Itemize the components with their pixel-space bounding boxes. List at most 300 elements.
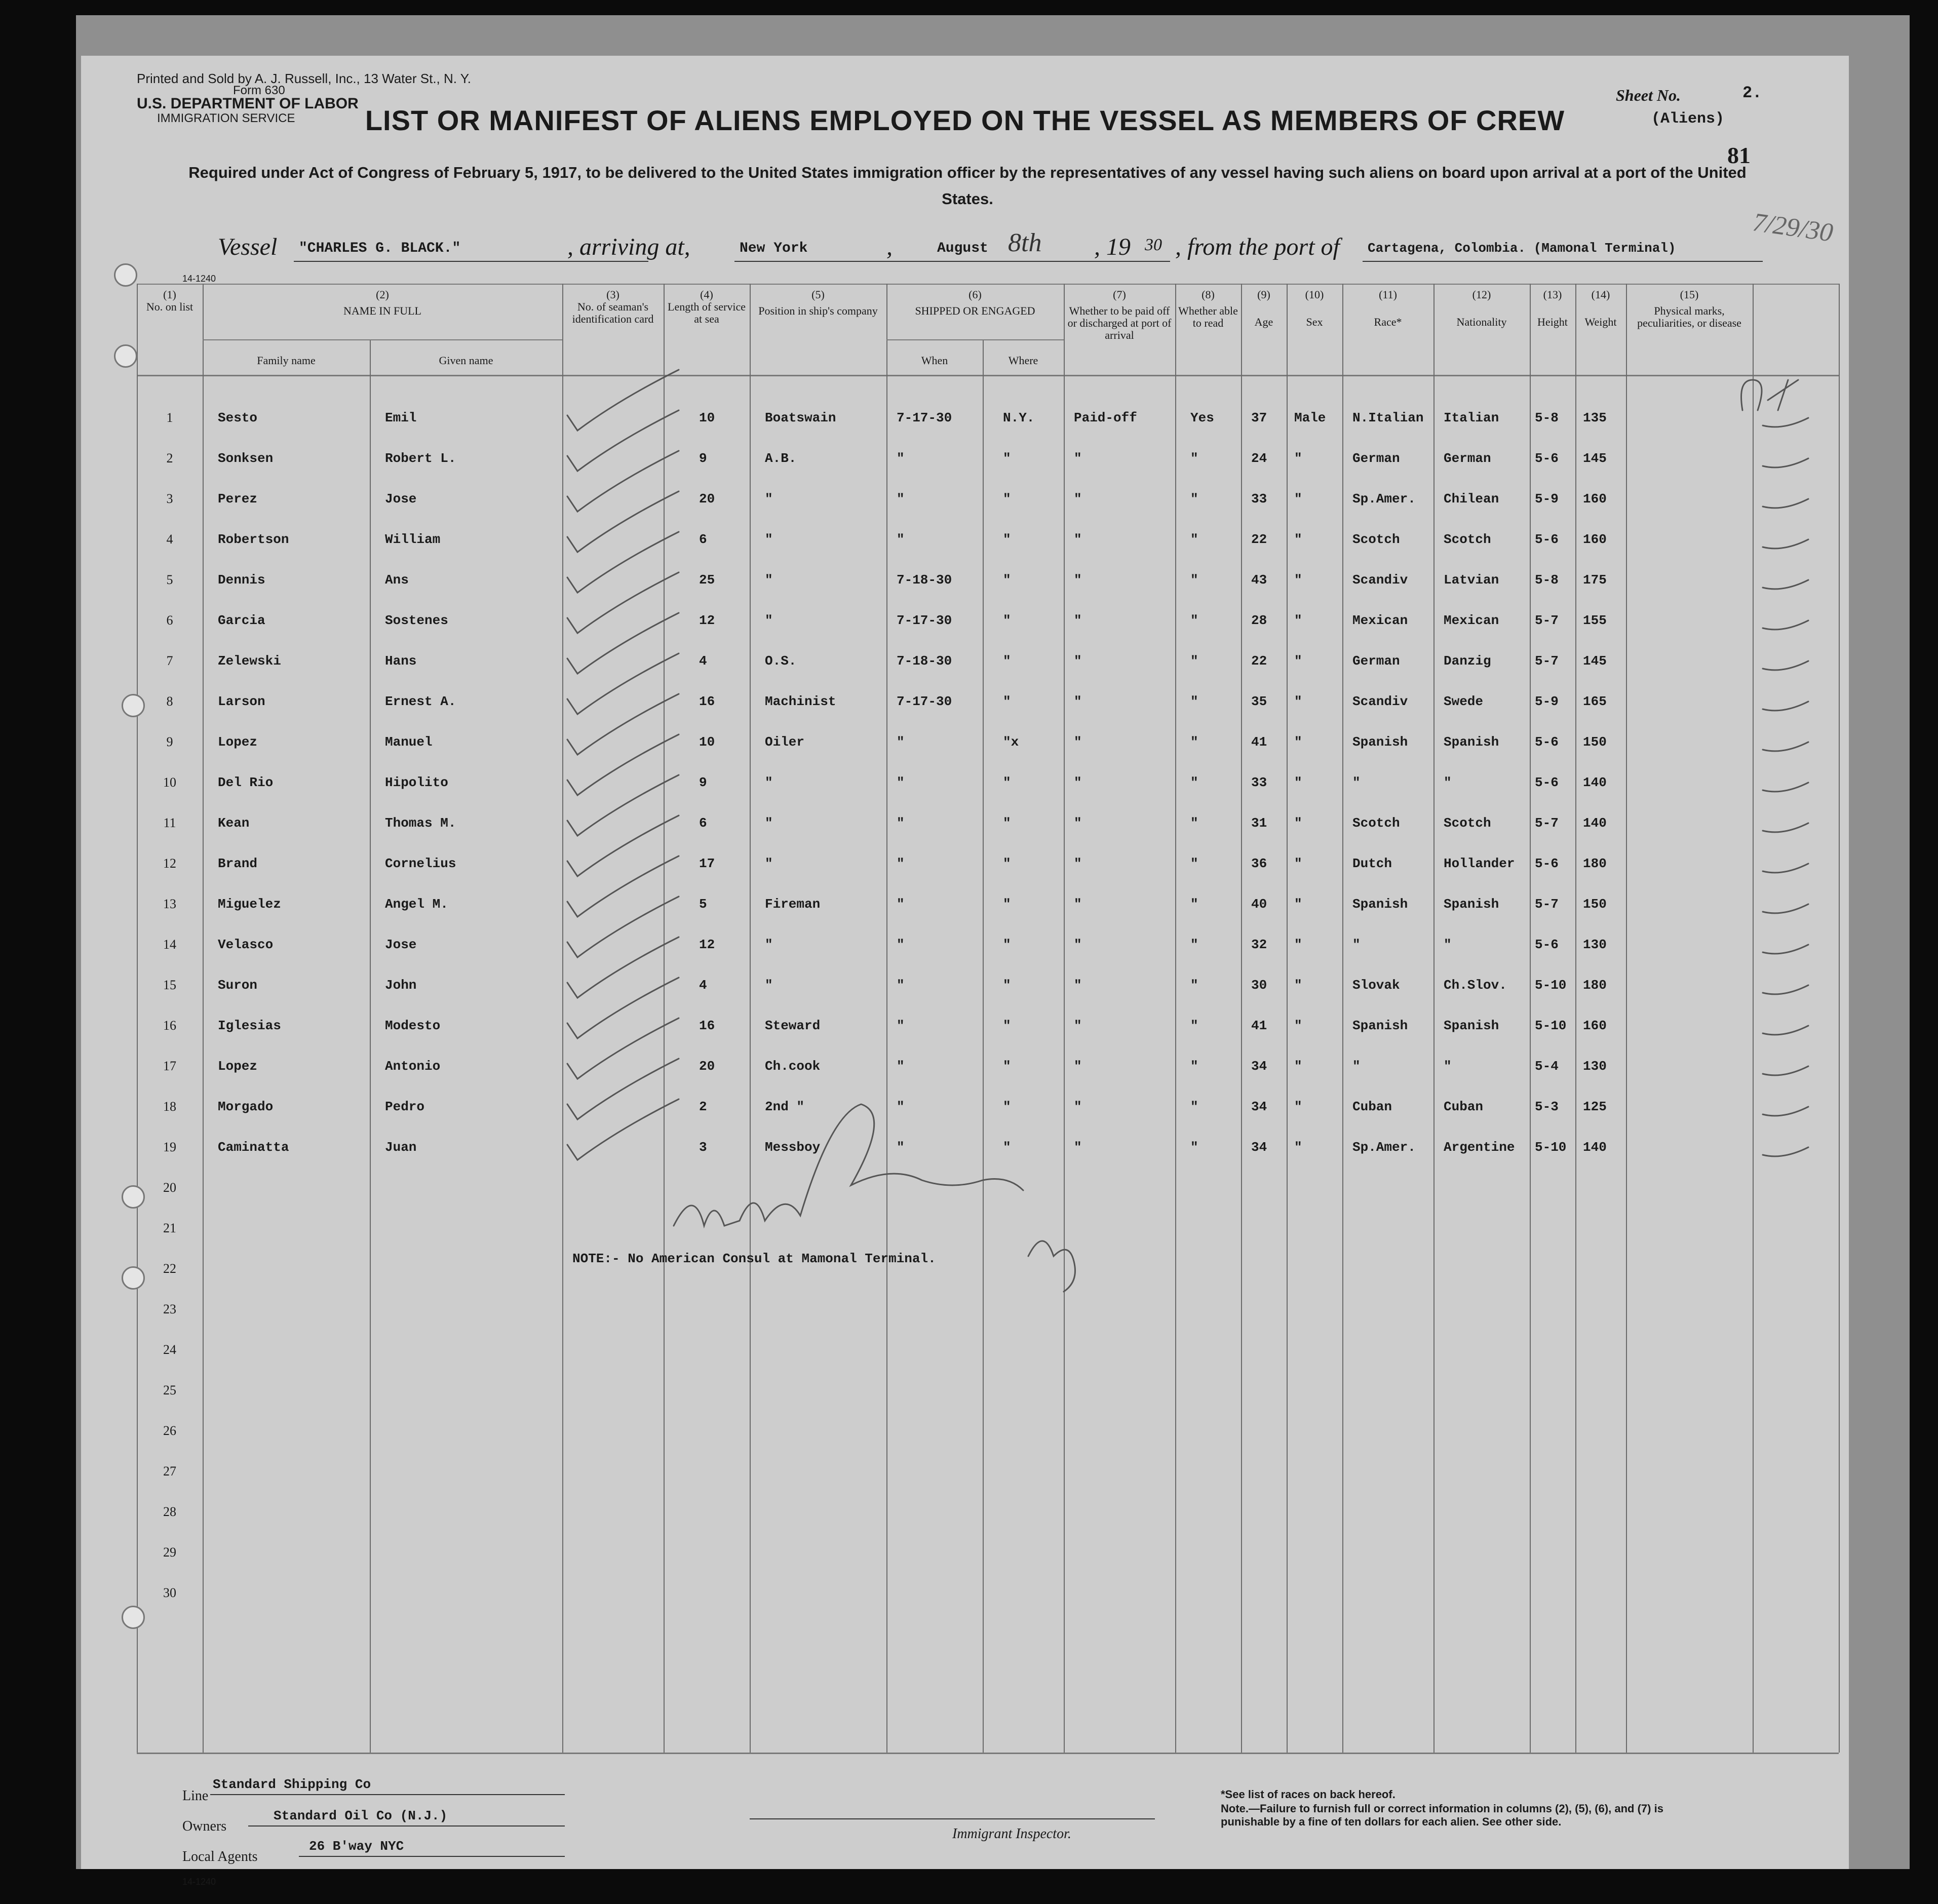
position-cell: " [765,613,773,628]
agents-underline [299,1856,565,1857]
col-14-header: (14) Weight [1584,288,1617,328]
race-cell: Dutch [1352,856,1392,871]
able-to-read-cell: " [1190,1018,1198,1033]
nationality-cell: Scotch [1444,532,1491,547]
col-5-header: (5) Position in ship's company [758,288,878,317]
check-mark [1763,580,1808,589]
col-6a-header: When [921,354,948,367]
row-number: 25 [163,1383,176,1397]
shipped-when-cell: " [897,978,905,993]
able-to-read-cell: " [1190,613,1198,628]
sheet-label: Sheet No. [1616,86,1681,104]
service-length-cell: 6 [699,532,707,547]
nationality-cell: Spanish [1444,1018,1499,1033]
age-cell: 31 [1251,815,1267,831]
height-cell: 5-9 [1535,694,1559,709]
check-mark [567,613,679,674]
height-cell: 5-6 [1535,734,1559,750]
nationality-cell: Mexican [1444,613,1499,628]
given-name-cell: Robert L. [385,451,456,466]
family-name-cell: Velasco [218,937,274,952]
race-cell: N.Italian [1352,410,1424,425]
family-name-cell: Kean [218,815,250,831]
age-cell: 34 [1251,1059,1267,1074]
requirement-text: Required under Act of Congress of February 5, 1917, to be delivered to the United States immigration officer by the representatives of any vessel having such aliens on board upon arrival at a port of the United States. [188,164,1747,208]
age-cell: 22 [1251,532,1267,547]
nationality-cell: Latvian [1444,572,1499,588]
paid-off-cell: " [1074,491,1082,507]
check-mark [567,491,679,552]
position-cell: " [765,491,773,507]
able-to-read-cell: " [1190,1140,1198,1155]
age-cell: 35 [1251,694,1267,709]
race-cell: Cuban [1352,1099,1392,1114]
shipped-when-cell: " [897,1099,905,1114]
check-mark [567,897,679,957]
able-to-read-cell: " [1190,491,1198,507]
row-number: 11 [163,815,176,830]
position-cell: " [765,815,773,831]
pencil-initials [1741,380,1799,410]
given-name-cell: Juan [385,1140,417,1155]
row-number: 20 [163,1180,176,1195]
row-number: 2 [166,451,173,465]
service-length-cell: 20 [699,491,715,507]
col-10-header: (10) Sex [1305,288,1324,328]
family-name-cell: Perez [218,491,258,507]
check-mark [1763,864,1808,873]
position-cell: Machinist [765,694,836,709]
height-cell: 5-8 [1535,410,1559,425]
arriving-label: , arriving at, [567,234,690,260]
race-cell: Scotch [1352,532,1400,547]
race-cell: Scotch [1352,815,1400,831]
age-cell: 41 [1251,734,1267,750]
arrival-day: 8th [1008,228,1042,257]
check-mark [567,370,679,431]
height-cell: 5-10 [1535,1140,1567,1155]
nationality-cell: Spanish [1444,734,1499,750]
age-cell: 24 [1251,451,1267,466]
position-cell: O.S. [765,653,797,669]
able-to-read-cell: " [1190,815,1198,831]
binder-hole [122,1185,145,1209]
row-number: 29 [163,1545,176,1560]
weight-cell: 180 [1583,978,1607,993]
family-name-cell: Miguelez [218,897,281,912]
paid-off-cell: " [1074,1018,1082,1033]
row-number: 5 [166,572,173,587]
penalty-footnote: Note.—Failure to furnish full or correct information in columns (2), (5), (6), and (7) is punishable by a fine of ten dollars for each alien. See other side. [1221,1802,1663,1828]
paid-off-cell: " [1074,775,1082,790]
given-name-cell: Hans [385,653,417,669]
family-name-cell: Lopez [218,1059,258,1074]
given-name-cell: Jose [385,491,417,507]
sex-cell: " [1294,734,1302,750]
sex-cell: " [1294,572,1302,588]
service-length-cell: 10 [699,410,715,425]
paid-off-cell: " [1074,734,1082,750]
nationality-cell: Italian [1444,410,1499,425]
race-cell: Mexican [1352,613,1408,628]
height-cell: 5-6 [1535,532,1559,547]
row-number: 4 [166,532,173,547]
race-cell: " [1352,937,1361,952]
paid-off-cell: " [1074,897,1082,912]
check-mark [567,1059,679,1119]
check-mark [567,734,679,795]
service-length-cell: 9 [699,451,707,466]
shipped-when-cell: " [897,1059,905,1074]
shipped-where-cell: "x [1003,734,1019,750]
paid-off-cell: " [1074,613,1082,628]
family-name-cell: Iglesias [218,1018,281,1033]
col-3-header: (3) No. of seaman's identification card [572,288,654,325]
position-cell: 2nd " [765,1099,805,1114]
shipped-where-cell: " [1003,1099,1011,1114]
check-mark [567,856,679,917]
arrival-month: August [937,241,988,256]
able-to-read-cell: " [1190,653,1198,669]
row-number: 13 [163,897,176,911]
race-cell: German [1352,653,1400,669]
weight-cell: 145 [1583,451,1607,466]
nationality-cell: Scotch [1444,815,1491,831]
check-mark [567,1099,679,1160]
shipped-where-cell: " [1003,451,1011,466]
vessel-name: "CHARLES G. BLACK." [299,241,461,256]
race-cell: " [1352,1059,1361,1074]
shipped-where-cell: " [1003,1140,1011,1155]
nationality-cell: Cuban [1444,1099,1484,1114]
owners-value: Standard Oil Co (N.J.) [274,1808,448,1823]
row-number: 7 [166,653,173,668]
check-mark [1763,661,1808,670]
owners-label: Owners [182,1818,227,1834]
inspector-line [750,1818,1155,1819]
check-mark [1763,1147,1808,1156]
able-to-read-cell: " [1190,734,1198,750]
age-cell: 36 [1251,856,1267,871]
check-mark [1763,783,1808,792]
height-cell: 5-8 [1535,572,1559,588]
age-cell: 40 [1251,897,1267,912]
col-8-header: (8) Whether able to read [1178,288,1238,329]
shipped-where-cell: " [1003,978,1011,993]
service-length-cell: 20 [699,1059,715,1074]
nationality-cell: German [1444,451,1491,466]
row-number: 1 [166,410,173,425]
nationality-cell: " [1444,1059,1452,1074]
given-name-cell: Modesto [385,1018,441,1033]
binder-hole [114,263,137,287]
position-cell: " [765,775,773,790]
row-number: 30 [163,1585,176,1600]
race-cell: German [1352,451,1400,466]
shipped-when-cell: " [897,1140,905,1155]
printer-line: Printed and Sold by A. J. Russell, Inc., 13 Water St., N. Y. [137,71,471,86]
able-to-read-cell: " [1190,572,1198,588]
sex-cell: " [1294,978,1302,993]
service-length-cell: 5 [699,897,707,912]
shipped-when-cell: 7-18-30 [897,572,952,588]
form-number: Form 630 [233,84,285,97]
sex-cell: Male [1294,410,1326,425]
shipped-when-cell: " [897,775,905,790]
service-length-cell: 3 [699,1140,707,1155]
check-mark [567,532,679,593]
able-to-read-cell: " [1190,532,1198,547]
row-number: 24 [163,1342,176,1357]
family-name-cell: Garcia [218,613,265,628]
family-name-cell: Sonksen [218,451,274,466]
height-cell: 5-7 [1535,815,1559,831]
shipped-when-cell: 7-17-30 [897,694,952,709]
year-prefix: , 19 [1094,234,1131,260]
col-6-header: (6) SHIPPED OR ENGAGED [915,288,1035,317]
family-name-cell: Suron [218,978,258,993]
position-cell: " [765,937,773,952]
sex-cell: " [1294,1140,1302,1155]
race-cell: Slovak [1352,978,1400,993]
check-mark [1763,1066,1808,1075]
paid-off-cell: " [1074,653,1082,669]
shipped-where-cell: " [1003,653,1011,669]
check-mark [567,978,679,1038]
check-mark [567,451,679,512]
height-cell: 5-7 [1535,653,1559,669]
able-to-read-cell: " [1190,1059,1198,1074]
position-cell: Oiler [765,734,805,750]
service-length-cell: 6 [699,815,707,831]
given-name-cell: Pedro [385,1099,425,1114]
shipped-when-cell: " [897,451,905,466]
given-name-cell: Angel M. [385,897,448,912]
row-number: 28 [163,1504,176,1519]
comma-sep: , [886,234,893,260]
given-name-cell: Hipolito [385,775,448,790]
weight-cell: 135 [1583,410,1607,425]
position-cell: Messboy [765,1140,821,1155]
form-code-top: 14-1240 [182,274,216,284]
family-name-cell: Dennis [218,572,265,588]
shipped-where-cell: " [1003,1018,1011,1033]
shipped-when-cell: " [897,897,905,912]
row-number: 27 [163,1464,176,1479]
height-cell: 5-10 [1535,978,1567,993]
sex-cell: " [1294,856,1302,871]
row-number: 16 [163,1018,176,1033]
col-2-header: (2) NAME IN FULL [343,288,421,317]
row-number: 6 [166,613,173,628]
given-name-cell: Ans [385,572,409,588]
row-number: 21 [163,1221,176,1235]
weight-cell: 140 [1583,775,1607,790]
paid-off-cell: " [1074,815,1082,831]
able-to-read-cell: " [1190,1099,1198,1114]
family-name-cell: Brand [218,856,258,871]
from-label: , from the port of [1175,234,1340,260]
vessel-label: Vessel [218,234,278,260]
service-length-cell: 4 [699,653,707,669]
line-value: Standard Shipping Co [213,1777,371,1792]
department-name: U.S. DEPARTMENT OF LABOR [137,95,359,112]
row-number: 3 [166,491,173,506]
sex-cell: " [1294,937,1302,952]
service-length-cell: 2 [699,1099,707,1114]
check-mark [567,937,679,998]
race-cell: Spanish [1352,897,1408,912]
weight-cell: 180 [1583,856,1607,871]
weight-cell: 160 [1583,1018,1607,1033]
line-underline [210,1794,565,1795]
paid-off-cell: " [1074,856,1082,871]
check-mark [1763,418,1808,427]
height-cell: 5-6 [1535,451,1559,466]
row-number: 12 [163,856,176,871]
family-name-cell: Del Rio [218,775,274,790]
age-cell: 34 [1251,1099,1267,1114]
nationality-cell: Danzig [1444,653,1491,669]
age-cell: 22 [1251,653,1267,669]
shipped-when-cell: " [897,491,905,507]
col-11-header: (11) Race* [1374,288,1402,328]
form-code-bottom: 14-1240 [182,1877,216,1887]
family-name-cell: Larson [218,694,265,709]
check-mark [567,1018,679,1079]
position-cell: " [765,856,773,871]
family-name-cell: Caminatta [218,1140,289,1155]
check-mark [1763,458,1808,468]
family-name-cell: Morgado [218,1099,274,1114]
height-cell: 5-3 [1535,1099,1559,1114]
agents-value: 26 B'way NYC [309,1839,404,1854]
able-to-read-cell: " [1190,775,1198,790]
service-length-cell: 9 [699,775,707,790]
check-mark [567,694,679,755]
given-name-cell: Emil [385,410,417,425]
row-number: 26 [163,1423,176,1438]
sex-cell: " [1294,653,1302,669]
weight-cell: 130 [1583,937,1607,952]
nationality-cell: Ch.Slov. [1444,978,1507,993]
paid-off-cell: " [1074,1099,1082,1114]
able-to-read-cell: Yes [1190,410,1214,425]
shipped-where-cell: " [1003,856,1011,871]
age-cell: 28 [1251,613,1267,628]
position-cell: " [765,978,773,993]
nationality-cell: Chilean [1444,491,1499,507]
given-name-cell: Ernest A. [385,694,456,709]
position-cell: " [765,572,773,588]
shipped-where-cell: N.Y. [1003,410,1035,425]
paid-off-cell: " [1074,694,1082,709]
age-cell: 32 [1251,937,1267,952]
shipped-when-cell: " [897,856,905,871]
weight-cell: 155 [1583,613,1607,628]
row-number: 15 [163,978,176,992]
aliens-label: (Aliens) [1651,110,1725,128]
shipped-where-cell: " [1003,897,1011,912]
binder-hole [122,1266,145,1290]
row-number: 19 [163,1140,176,1154]
age-cell: 41 [1251,1018,1267,1033]
col-15-header: (15) Physical marks, peculiarities, or disease [1637,288,1741,329]
position-cell: Fireman [765,897,821,912]
shipped-where-cell: " [1003,815,1011,831]
race-cell: Spanish [1352,1018,1408,1033]
shipped-when-cell: 7-18-30 [897,653,952,669]
agents-label: Local Agents [182,1849,258,1864]
height-cell: 5-7 [1535,613,1559,628]
family-name-cell: Lopez [218,734,258,750]
check-mark [1763,620,1808,630]
row-number: 8 [166,694,173,709]
age-cell: 43 [1251,572,1267,588]
shipped-when-cell: " [897,937,905,952]
service-length-cell: 4 [699,978,707,993]
given-name-cell: William [385,532,441,547]
sheet-value: 2. [1742,84,1762,102]
sex-cell: " [1294,451,1302,466]
service-length-cell: 16 [699,1018,715,1033]
position-cell: A.B. [765,451,797,466]
check-mark [1763,1026,1808,1035]
row-number: 17 [163,1059,176,1073]
check-mark [1763,539,1808,549]
able-to-read-cell: " [1190,856,1198,871]
page-number: 81 [1727,142,1751,168]
sex-cell: " [1294,491,1302,507]
col-12-header: (12) Nationality [1456,288,1507,328]
check-mark [1763,742,1808,751]
check-mark [1763,985,1808,994]
given-name-cell: Manuel [385,734,433,750]
weight-cell: 160 [1583,491,1607,507]
paid-off-cell: " [1074,937,1082,952]
family-name-cell: Zelewski [218,653,281,669]
page-title: LIST OR MANIFEST OF ALIENS EMPLOYED ON THE VESSEL AS MEMBERS OF CREW [365,104,1565,136]
check-mark [567,572,679,633]
weight-cell: 160 [1583,532,1607,547]
given-name-cell: Thomas M. [385,815,456,831]
col-7-header: (7) Whether to be paid off or discharged at port of arrival [1067,288,1172,341]
age-cell: 37 [1251,410,1267,425]
given-name-cell: Antonio [385,1059,441,1074]
owners-underline [248,1825,565,1827]
paid-off-cell: " [1074,1059,1082,1074]
inspector-signature [664,1094,1145,1297]
nationality-cell: Swede [1444,694,1484,709]
shipped-where-cell: " [1003,1059,1011,1074]
shipped-when-cell: 7-17-30 [897,410,952,425]
check-mark [1763,702,1808,711]
given-name-cell: Jose [385,937,417,952]
sex-cell: " [1294,775,1302,790]
service-length-cell: 16 [699,694,715,709]
manifest-sheet [81,56,1849,1887]
col-13-header: (13) Height [1537,288,1568,328]
sex-cell: " [1294,694,1302,709]
nationality-cell: " [1444,937,1452,952]
year-suffix: 30 [1145,236,1162,254]
height-cell: 5-10 [1535,1018,1567,1033]
race-cell: Scandiv [1352,694,1408,709]
height-cell: 5-6 [1535,937,1559,952]
shipped-when-cell: " [897,1018,905,1033]
shipped-when-cell: " [897,734,905,750]
weight-cell: 175 [1583,572,1607,588]
